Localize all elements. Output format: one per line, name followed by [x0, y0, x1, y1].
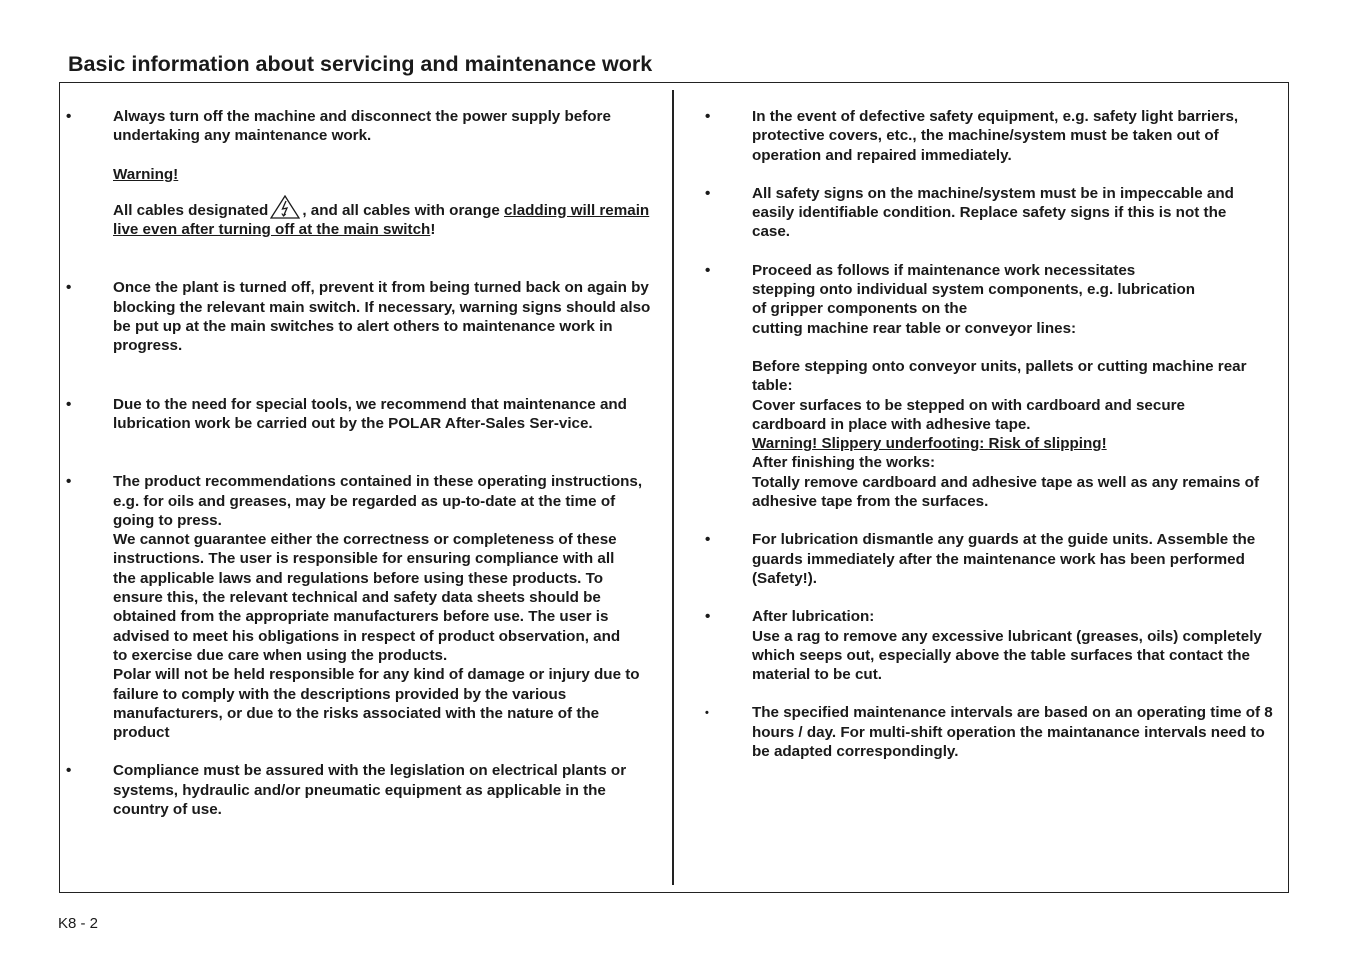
right-column: [705, 107, 1283, 761]
list-item: [705, 530, 1283, 588]
list-item-text: After finishing the works:: [752, 454, 936, 472]
list-item-text: The specified maintenance intervals are based on an operating time of 8 hours / day. For multi-shift operation the maintanance intervals need to be adapted correspondingly.: [752, 704, 1273, 761]
list-item-text: The product recommendations contained in these operating instructions, e.g. for oils and greases, may be regarded as up-to-date at the time of going to press.: [113, 473, 643, 529]
list-item: [705, 107, 1283, 165]
bullet: •: [705, 184, 711, 202]
list-item-text: Once the plant is turned off, prevent it from being turned back on again by blocking the relevant main switch. If necessary, warning signs should also be put up at the main switches to alert others to maintenance work in progress.: [113, 279, 651, 355]
list-item-text: In the event of defective safety equipment, e.g. safety light barriers, protective covers, etc., the machine/system must be taken out of operation and repaired immediately.: [752, 108, 1239, 164]
list-item: [66, 278, 656, 355]
list-item-text: After lubrication:: [752, 608, 875, 626]
list-item-text: Before stepping onto conveyor units, pallets or cutting machine rear table:: [752, 357, 1247, 395]
bullet: •: [66, 473, 72, 491]
bullet: •: [705, 531, 711, 549]
list-item-text: For lubrication dismantle any guards at the guide units. Assemble the guards immediately after the maintenance work has been performed (Safety!).: [752, 531, 1256, 587]
list-item-text: Totally remove cardboard and adhesive tape as well as any remains of adhesive tape from the surfaces.: [752, 473, 1260, 511]
bullet: •: [705, 707, 709, 720]
warning-text-pre: All cables designated: [113, 201, 269, 219]
list-item-text: Use a rag to remove any excessive lubricant (greases, oils) completely which seeps out, especially above the table surfaces that contact the material to be cut.: [752, 627, 1262, 684]
bullet: •: [705, 108, 711, 125]
warning-text-mid: , and all cables with orange: [302, 201, 500, 219]
page-title: Basic information about servicing and maintenance work: [68, 52, 653, 76]
list-item-text: cutting machine rear table or conveyor lines:: [752, 319, 1077, 337]
bullet: •: [66, 762, 72, 780]
bullet: •: [705, 608, 711, 626]
warning-text: [113, 195, 656, 240]
list-item-text: Polar will not be held responsible for any kind of damage or injury due to failure to comply with the descriptions provided by the various manufacturers, or due to the risks associated with the nature of the product: [113, 666, 640, 742]
bullet: •: [705, 261, 711, 279]
list-item-text: Cover surfaces to be stepped on with cardboard and secure cardboard in place with adhesive tape.: [752, 396, 1185, 433]
list-item-text: All safety signs on the machine/system must be in impeccable and easily identifiable condition. Replace safety signs if this is not the case.: [752, 184, 1234, 241]
bullet: •: [66, 279, 72, 297]
left-column: [66, 107, 656, 819]
list-item: [705, 703, 1283, 761]
bullet: •: [66, 108, 72, 125]
bullet: •: [66, 395, 72, 413]
list-item: [66, 761, 656, 819]
list-item: [705, 607, 1283, 684]
column-divider: [672, 90, 674, 885]
warning-text-end: !: [430, 221, 436, 239]
list-item: [66, 107, 656, 239]
list-item: [66, 395, 656, 434]
list-item-text: Due to the need for special tools, we recommend that maintenance and lubrication work be carried out by the POLAR After-Sales Ser-vice.: [113, 395, 627, 432]
list-item: [705, 261, 1283, 512]
slippery-warning-text: Warning! Slippery underfooting: Risk of slipping!: [752, 435, 1107, 453]
list-item: [66, 472, 656, 742]
high-voltage-warning-icon: [270, 195, 300, 219]
list-item-text: Proceed as follows if maintenance work necessitates stepping onto individual system components, e.g. lubrication of gripper components on the: [752, 261, 1196, 318]
warning-heading: Warning!: [113, 165, 179, 183]
list-item-text: Always turn off the machine and disconnect the power supply before undertaking any maintenance work.: [113, 108, 611, 145]
list-item-text: We cannot guarantee either the correctness or completeness of these instructions. The user is responsible for ensuring compliance with all the applicable laws and regulations before using these products. To ensure this, the relevant technical and safety data sheets should be obtained from the appropriate manufacturers before use. The user is advised to meet his obligations in respect of product observation, and to exercise due care when using the products.: [113, 531, 621, 664]
warning-text-underlined: cladding will remain live even after turning off at the main switch: [113, 201, 650, 239]
list-item-text: Compliance must be assured with the legislation on electrical plants or systems, hydraulic and/or pneumatic equipment as applicable in the country of use.: [113, 762, 627, 819]
page-number: K8 - 2: [58, 915, 99, 932]
list-item: [705, 184, 1283, 242]
